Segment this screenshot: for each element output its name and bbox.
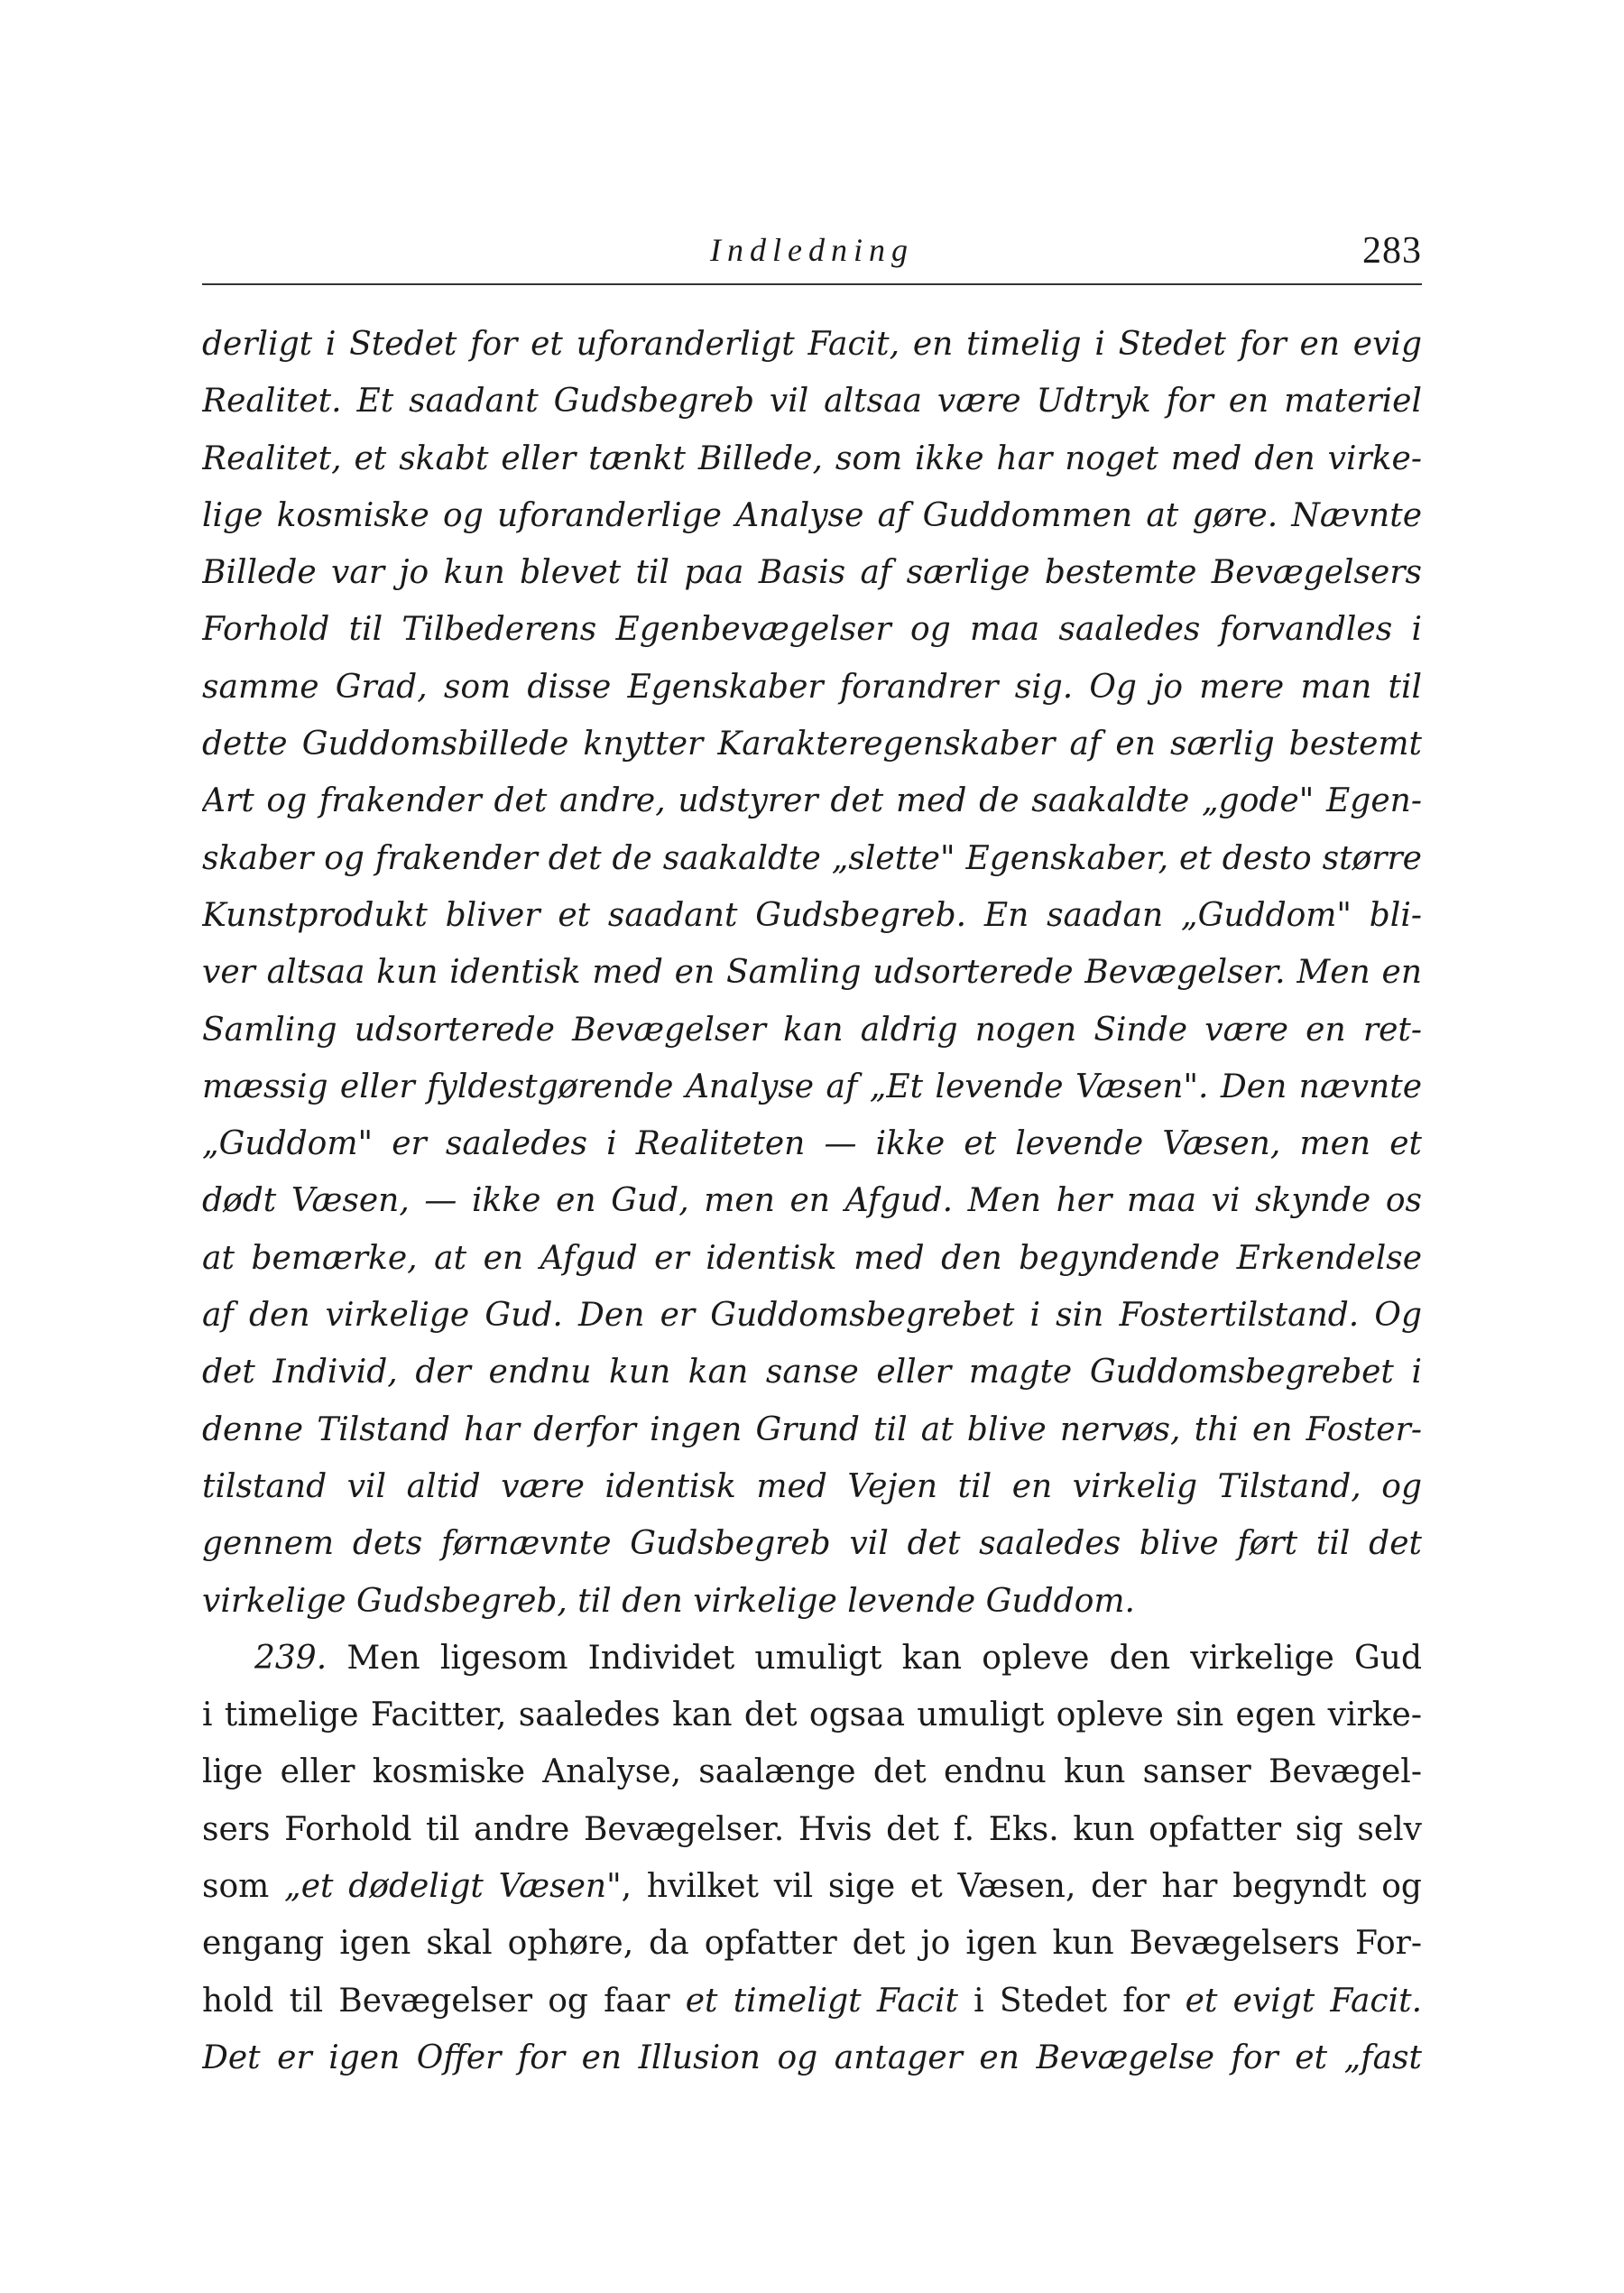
text-line — [202, 487, 1422, 544]
text-segment: derligt i Stedet for et uforanderligt Facit, en timelig i Stedet for en evig — [202, 326, 1422, 363]
text-line — [202, 1059, 1422, 1115]
text-line — [202, 1230, 1422, 1287]
text-line — [202, 2029, 1422, 2086]
text-line — [202, 1458, 1422, 1515]
text-line — [202, 1344, 1422, 1401]
text-segment: mæssig eller fyldestgørende Analyse af „Et levende Væsen". Den nævnte — [202, 1068, 1422, 1105]
text-segment: Realitet, et skabt eller tænkt Billede, som ikke har noget med den virke- — [202, 439, 1422, 477]
text-line — [202, 887, 1422, 944]
text-segment: Det er igen Offer for en Illusion og antager en Bevægelse for et „fast — [202, 2039, 1422, 2076]
text-segment: „et dødeligt Væsen" — [284, 1868, 622, 1906]
text-line — [202, 716, 1422, 772]
text-segment: , hvilket vil sige et Væsen, der har begyndt og — [621, 1868, 1422, 1906]
text-segment: lige eller kosmiske Analyse, saalænge det endnu kun sanser Bevægel- — [202, 1753, 1422, 1791]
text-segment: hold til Bevægelser og faar — [202, 1982, 686, 2020]
text-segment: i timelige Facitter, saaledes kan det ogsaa umuligt opleve sin egen virke- — [202, 1697, 1422, 1734]
text-line — [202, 659, 1422, 716]
text-segment: virkelige Gudsbegreb, til den virkelige levende Guddom. — [202, 1582, 1135, 1620]
text-segment: et evigt Facit. — [1185, 1982, 1422, 2020]
text-line — [202, 1801, 1422, 1858]
text-segment: ver altsaa kun identisk med en Samling udsorterede Bevægelser. Men en — [202, 954, 1422, 992]
text-line — [202, 944, 1422, 1001]
text-line — [202, 1973, 1422, 2029]
text-segment: engang igen skal ophøre, da opfatter det jo igen kun Bevægelsers For- — [202, 1925, 1422, 1963]
text-segment: Forhold til Tilbederens Egenbevægelser og maa saaledes forvandles i — [202, 611, 1422, 649]
text-segment: „Guddom" er saaledes i Realiteten — ikke et levende Væsen, men et — [202, 1125, 1422, 1163]
text-line — [202, 544, 1422, 601]
page-number: 283 — [1362, 230, 1422, 272]
text-segment: det Individ, der endnu kun kan sanse eller magte Guddomsbegrebet i — [202, 1354, 1422, 1392]
text-segment: i Stedet for — [957, 1982, 1186, 2020]
text-line — [202, 1858, 1422, 1915]
running-title: Indledning — [710, 232, 914, 268]
text-line — [202, 1743, 1422, 1800]
text-line — [202, 1687, 1422, 1743]
text-segment: skaber og frakender det de saakaldte „slette" Egenskaber, et desto større — [202, 839, 1422, 877]
text-line — [202, 1287, 1422, 1344]
text-line — [202, 1172, 1422, 1229]
text-line — [202, 1573, 1422, 1630]
text-segment: gennem dets førnævnte Gudsbegreb vil det saaledes blive ført til det — [202, 1525, 1422, 1563]
text-segment: dette Guddomsbillede knytter Karakteregenskaber af en særlig bestemt — [202, 726, 1422, 763]
header-rule — [202, 283, 1422, 285]
body-text — [202, 316, 1422, 2086]
text-segment: samme Grad, som disse Egenskaber forandrer sig. Og jo mere man til — [202, 668, 1422, 706]
text-line — [202, 1115, 1422, 1172]
text-segment: tilstand vil altid være identisk med Vejen til en virkelig Tilstand, og — [202, 1467, 1422, 1505]
text-line — [202, 373, 1422, 430]
text-segment: Men ligesom Individet umuligt kan opleve den virkelige Gud — [327, 1639, 1422, 1677]
text-line — [202, 601, 1422, 658]
text-segment: 239. — [254, 1639, 328, 1677]
text-line — [202, 1002, 1422, 1059]
text-segment: et timeligt Facit — [685, 1982, 958, 2020]
running-head — [202, 227, 1422, 282]
text-line — [202, 1630, 1422, 1687]
text-segment: lige kosmiske og uforanderlige Analyse af Guddommen at gøre. Nævnte — [202, 496, 1422, 534]
text-line — [202, 1515, 1422, 1572]
text-line — [202, 316, 1422, 373]
text-segment: af den virkelige Gud. Den er Guddomsbegrebet i sin Fostertilstand. Og — [202, 1297, 1422, 1335]
text-line — [202, 1401, 1422, 1458]
text-line — [202, 1915, 1422, 1972]
text-segment: Billede var jo kun blevet til paa Basis af særlige bestemte Bevægelsers — [202, 554, 1422, 592]
text-line — [202, 772, 1422, 829]
text-segment: denne Tilstand har derfor ingen Grund til at blive nervøs, thi en Foster- — [202, 1410, 1422, 1448]
text-segment: Art og frakender det andre, udstyrer det med de saakaldte „gode" Egen- — [202, 782, 1422, 820]
text-segment: sers Forhold til andre Bevægelser. Hvis det f. Eks. kun opfatter sig selv — [202, 1810, 1422, 1848]
text-line — [202, 430, 1422, 487]
text-segment: Realitet. Et saadant Gudsbegreb vil altsaa være Udtryk for en materiel — [202, 383, 1422, 421]
text-line — [202, 830, 1422, 887]
text-segment: som — [202, 1868, 285, 1906]
text-segment: at bemærke, at en Afgud er identisk med den begyndende Erkendelse — [202, 1239, 1422, 1277]
text-segment: Samling udsorterede Bevægelser kan aldrig nogen Sinde være en ret- — [202, 1011, 1422, 1049]
text-segment: Kunstprodukt bliver et saadant Gudsbegreb. En saadan „Guddom" bli- — [202, 896, 1422, 934]
text-segment: dødt Væsen, — ikke en Gud, men en Afgud. Men her maa vi skynde os — [202, 1182, 1422, 1220]
